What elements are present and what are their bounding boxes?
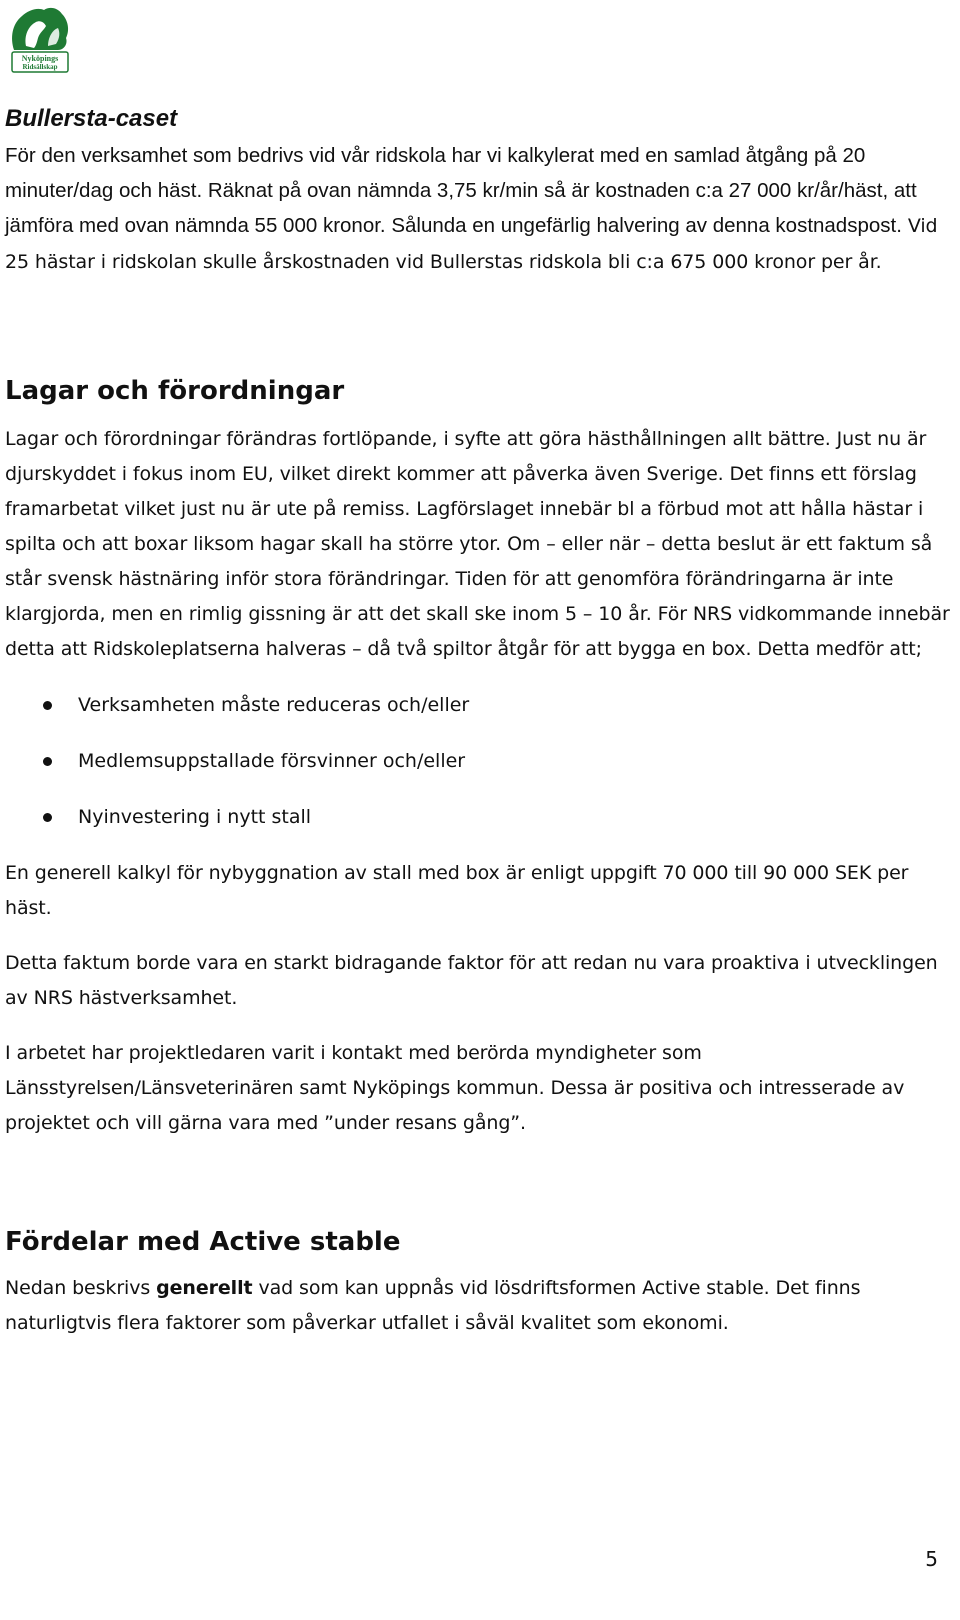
list-item: [5, 744, 950, 779]
section-title-bullersta: Bullersta-caset: [5, 105, 178, 132]
logo-text-line1: Nyköpings: [21, 54, 59, 63]
list-item: [5, 800, 950, 835]
list-item-text: Verksamheten måste reduceras och/eller: [78, 694, 470, 716]
faktum-paragraph: Detta faktum borde vara en starkt bidragande faktor för att redan nu vara proaktiva i utvecklingen av NRS hästverksamhet.: [5, 952, 938, 1009]
kalkyl-paragraph: En generell kalkyl för nybyggnation av stall med box är enligt uppgift 70 000 till 90 000 SEK per häst.: [5, 862, 909, 919]
nykopings-ridsallskap-logo: [4, 2, 76, 74]
bullersta-paragraph-tail: Vid 25 hästar i ridskolan skulle årskostnaden vid Bullerstas ridskola bli c:a 675 000 kronor per år.: [5, 215, 938, 273]
bullet-icon: [43, 813, 52, 822]
logo-text-line2: Ridsällskap: [22, 63, 58, 71]
list-item-text: Medlemsuppstallade försvinner och/eller: [78, 750, 466, 772]
section-title-fordelar: Fördelar med Active stable: [5, 1227, 401, 1257]
bullersta-paragraph-text: För den verksamhet som bedrivs vid vår ridskola har vi kalkylerat med en samlad åtgång på 20 minuter/dag och häst. Räknat på ovan nämnda 3,75 kr/min så är kostnaden c:a 27 000 kr/år/häst, att jämföra med ovan nämnda 55 000 kronor. Sålunda en ungefärlig halvering av denna kostnadspost.: [5, 144, 917, 237]
bullersta-paragraph: [5, 138, 950, 280]
list-item: [5, 688, 950, 723]
myndigheter-paragraph: I arbetet har projektledaren varit i kontakt med berörda myndigheter som Länsstyrelsen/Länsveterinären samt Nyköpings kommun. Dessa är positiva och intresserade av projektet och vill gärna vara med ”under resans gång”.: [5, 1042, 905, 1134]
page-content: [5, 94, 950, 1341]
list-item-text: Nyinvestering i nytt stall: [78, 806, 312, 828]
fordelar-text-bold: generellt: [156, 1277, 253, 1299]
page-number: 5: [925, 1547, 938, 1571]
fordelar-paragraph: [5, 1271, 950, 1341]
fordelar-text-post: vad som kan uppnås vid lösdriftsformen Active stable. Det finns naturligtvis flera faktorer som påverkar utfallet i såväl kvalitet som ekonomi.: [5, 1277, 861, 1334]
lagar-paragraph: Lagar och förordningar förändras fortlöpande, i syfte att göra hästhållningen allt bättre. Just nu är djurskyddet i fokus inom EU, vilket direkt kommer att påverka även Sverige. Det finns ett förslag framarbetat vilket just nu är ute på remiss. Lagförslaget innebär bl a förbud mot att hålla hästar i spilta och att boxar liksom hagar skall ha större ytor. Om – eller när – detta beslut är ett faktum så står svensk hästnäring inför stora förändringar. Tiden för att genomföra förändringarna är inte klargjorda, men en rimlig gissning är att det skall ske inom 5 – 10 år. För NRS vidkommande innebär detta att Ridskoleplatserna halveras – då två spiltor åtgår för att bygga en box. Detta medför att;: [5, 428, 950, 660]
section-title-lagar: Lagar och förordningar: [5, 376, 345, 406]
consequence-list: [5, 688, 950, 835]
fordelar-text-pre: Nedan beskrivs: [5, 1277, 157, 1299]
bullet-icon: [43, 701, 52, 710]
bullet-icon: [43, 757, 52, 766]
